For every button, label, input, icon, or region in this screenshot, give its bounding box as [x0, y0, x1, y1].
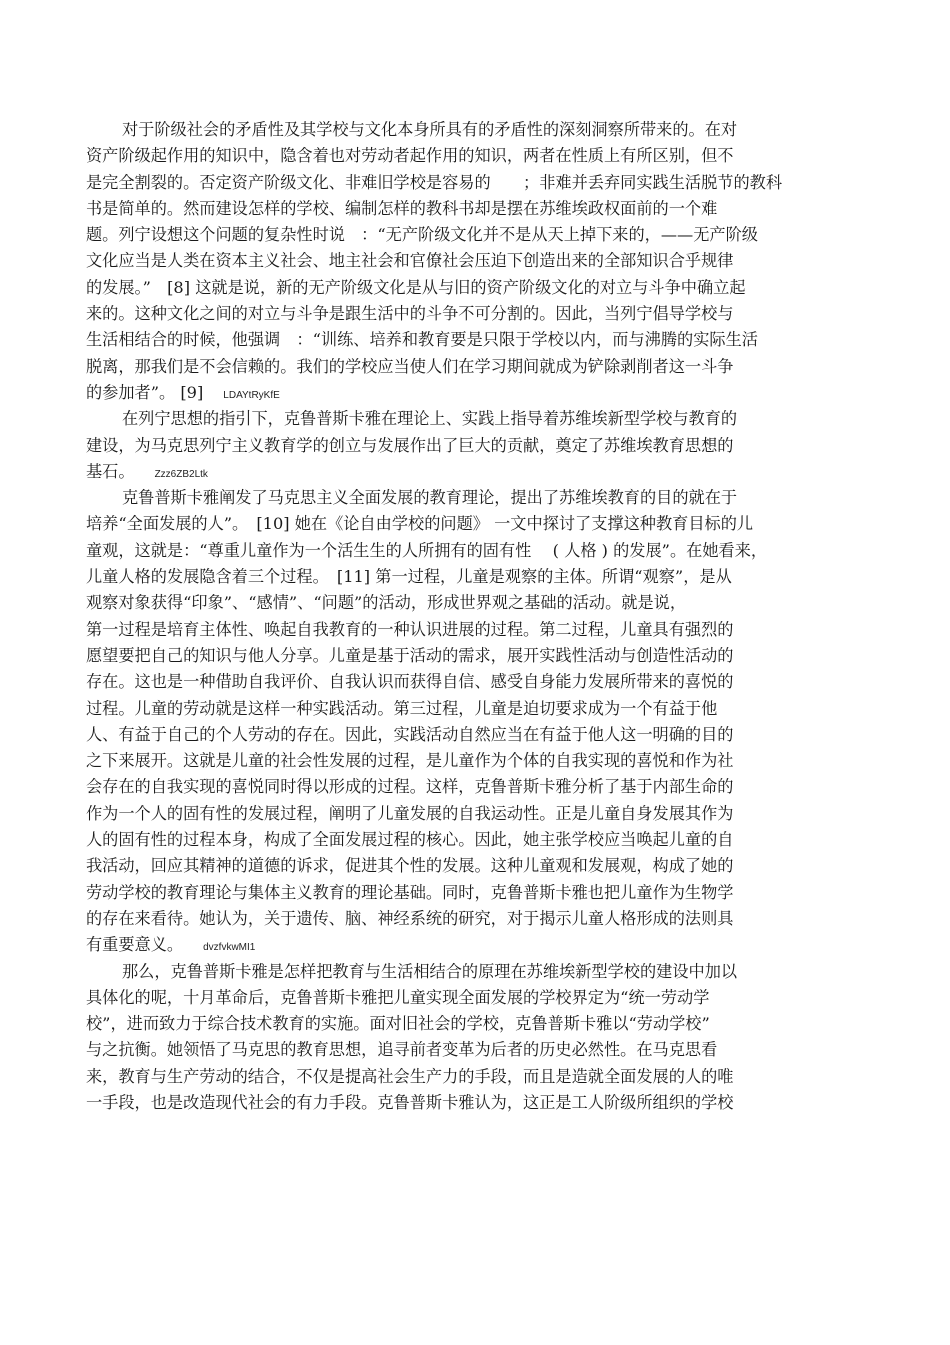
text-line: 愿望要把自己的知识与他人分享。儿童是基于活动的需求，展开实践性活动与创造性活动的 [86, 645, 734, 665]
text-line: 具体化的呢，十月革命后，克鲁普斯卡雅把儿童实现全面发展的学校界定为“统一劳动学 [86, 987, 710, 1007]
text-line: 作为一个人的固有性的发展过程，阐明了儿童发展的自我运动性。正是儿童自身发展其作为 [86, 803, 734, 823]
text-line: 之下来展开。这就是儿童的社会性发展的过程，是儿童作为个体的自我实现的喜悦和作为社 [86, 751, 734, 771]
text-line: 培养“全面发展的人”。 [10] 她在《论自由学校的问题》 一文中探讨了支撑这种教育目标的儿 [86, 514, 754, 534]
watermark-code: dvzfvkwMI1 [203, 942, 256, 954]
text-line-with-marker [86, 932, 856, 958]
text-line-content: 的参加者”。 [9] [86, 382, 204, 402]
text-line-content: 基石。 [86, 461, 135, 481]
body-text [86, 117, 856, 1116]
text-line: 脱离，那我们是不会信赖的。我们的学校应当使人们在学习期间就成为铲除剥削者这一斗争 [86, 356, 734, 376]
text-line: 会存在的自我实现的喜悦同时得以形成的过程。这样，克鲁普斯卡雅分析了基于内部生命的 [86, 777, 734, 797]
watermark-code: LDAYtRyKfE [223, 389, 280, 401]
text-line: 存在。这也是一种借助自我评价、自我认识而获得自信、感受自身能力发展所带来的喜悦的 [86, 672, 734, 692]
text-line: 一手段，也是改造现代社会的有力手段。克鲁普斯卡雅认为，这正是工人阶级所组织的学校 [86, 1092, 734, 1112]
text-line: 来，教育与生产劳动的结合，不仅是提高社会生产力的手段，而且是造就全面发展的人的唯 [86, 1066, 734, 1086]
paragraph-2 [86, 406, 856, 485]
text-line: 过程。儿童的劳动就是这样一种实践活动。第三过程，儿童是迫切要求成为一个有益于他 [86, 698, 718, 718]
text-line-content: 有重要意义。 [86, 935, 184, 955]
text-line: 观察对象获得“印象”、“感情”、“问题”的活动，形成世界观之基础的活动。就是说， [86, 593, 687, 613]
text-line: 童观，这就是：“尊重儿童作为一个活生生的人所拥有的固有性 ( 人格 ) 的发展”。在她看来， [86, 540, 768, 560]
paragraph-1 [86, 117, 856, 406]
text-line: 与之抗衡。她领悟了马克思的教育思想，追寻前者变革为后者的历史必然性。在马克思看 [86, 1040, 718, 1060]
text-line: 我活动，回应其精神的道德的诉求，促进其个性的发展。这种儿童观和发展观，构成了她的 [86, 856, 734, 876]
text-line: 校”，进而致力于综合技术教育的实施。面对旧社会的学校，克鲁普斯卡雅以“劳动学校” [86, 1014, 710, 1034]
text-line: 生活相结合的时候，他强调 ：“训练、培养和教育要是只限于学校以内，而与沸腾的实际生活 [86, 330, 758, 350]
text-line: 人的固有性的过程本身，构成了全面发展过程的核心。因此，她主张学校应当唤起儿童的自 [86, 830, 734, 850]
text-line: 克鲁普斯卡雅阐发了马克思主义全面发展的教育理论，提出了苏维埃教育的目的就在于 [122, 488, 738, 508]
text-line: 建设，为马克思列宁主义教育学的创立与发展作出了巨大的贡献，奠定了苏维埃教育思想的 [86, 435, 734, 455]
text-line: 的发展。” [8] 这就是说，新的无产阶级文化是从与旧的资产阶级文化的对立与斗争中确立起 [86, 277, 746, 297]
text-line: 在列宁思想的指引下，克鲁普斯卡雅在理论上、实践上指导着苏维埃新型学校与教育的 [122, 409, 738, 429]
text-line-with-marker [86, 459, 856, 485]
text-line: 那么，克鲁普斯卡雅是怎样把教育与生活相结合的原理在苏维埃新型学校的建设中加以 [122, 961, 738, 981]
text-line: 劳动学校的教育理论与集体主义教育的理论基础。同时，克鲁普斯卡雅也把儿童作为生物学 [86, 882, 734, 902]
watermark-code: Zzz6ZB2Ltk [154, 468, 208, 480]
text-line: 儿童人格的发展隐含着三个过程。 [11] 第一过程，儿童是观察的主体。所谓“观察”，是从 [86, 567, 732, 587]
text-line: 人、有益于自己的个人劳动的存在。因此，实践活动自然应当在有益于他人这一明确的目的 [86, 724, 734, 744]
text-line: 的存在来看待。她认为，关于遗传、脑、神经系统的研究，对于揭示儿童人格形成的法则具 [86, 908, 734, 928]
text-line: 题。列宁设想这个问题的复杂性时说 ：“无产阶级文化并不是从天上掉下来的，——无产阶级 [86, 225, 758, 245]
text-line-with-marker [86, 380, 856, 406]
text-line: 对于阶级社会的矛盾性及其学校与文化本身所具有的矛盾性的深刻洞察所带来的。在对 [122, 120, 738, 139]
text-line: 第一过程是培育主体性、唤起自我教育的一种认识进展的过程。第二过程，儿童具有强烈的 [86, 619, 734, 639]
text-line: 是完全割裂的。否定资产阶级文化、非难旧学校是容易的 ；非难并丢弃同实践生活脱节的教科 [86, 172, 783, 192]
text-line: 书是简单的。然而建设怎样的学校、编制怎样的教科书却是摆在苏维埃政权面前的一个难 [86, 198, 718, 218]
paragraph-4 [86, 959, 856, 1117]
text-line: 来的。这种文化之间的对立与斗争是跟生活中的斗争不可分割的。因此，当列宁倡导学校与 [86, 304, 734, 324]
text-line: 资产阶级起作用的知识中，隐含着也对劳动者起作用的知识，两者在性质上有所区别，但不 [86, 146, 734, 166]
text-line: 文化应当是人类在资本主义社会、地主社会和官僚社会压迫下创造出来的全部知识合乎规律 [86, 251, 734, 271]
paragraph-3 [86, 485, 856, 958]
